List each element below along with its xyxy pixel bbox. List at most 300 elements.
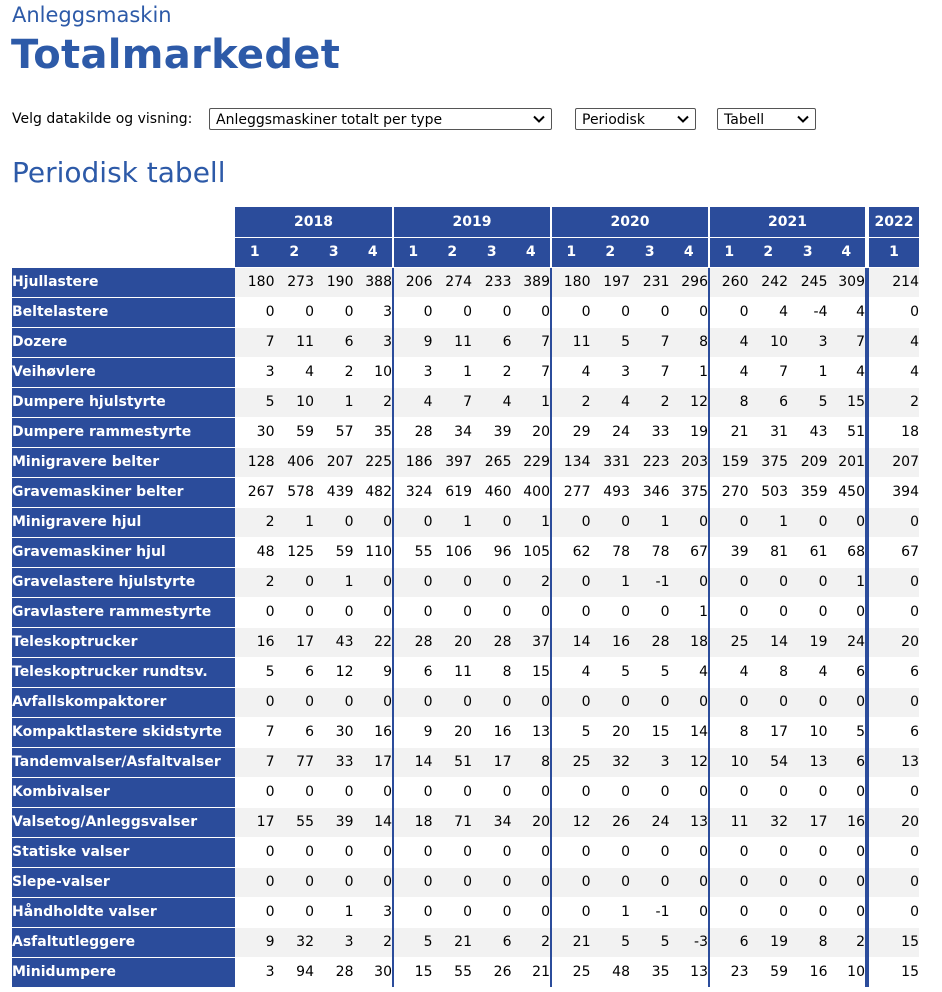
table-cell: 0 (630, 297, 670, 327)
table-cell: 28 (630, 627, 670, 657)
table-cell: 96 (472, 537, 512, 567)
table-cell: 0 (433, 687, 473, 717)
quarter-header: 2 (749, 237, 789, 267)
quarter-header: 1 (235, 237, 275, 267)
table-cell: 0 (709, 837, 749, 867)
table-cell: -1 (630, 567, 670, 597)
table-cell: 1 (670, 357, 710, 387)
table-row (12, 297, 919, 327)
table-cell: 7 (512, 327, 552, 357)
table-cell: 12 (551, 807, 591, 837)
table-cell: 0 (788, 897, 828, 927)
table-cell: -1 (630, 897, 670, 927)
table-cell: 0 (433, 897, 473, 927)
table-cell: 503 (749, 477, 789, 507)
table-cell: 26 (472, 957, 512, 987)
table-cell: 439 (314, 477, 354, 507)
table-cell: 20 (512, 807, 552, 837)
table-cell: 34 (472, 807, 512, 837)
table-cell: 59 (749, 957, 789, 987)
table-cell: 4 (551, 657, 591, 687)
table-cell: 4 (393, 387, 433, 417)
table-row (12, 357, 919, 387)
table-cell: 55 (275, 807, 315, 837)
table-cell: 125 (275, 537, 315, 567)
table-cell: 29 (551, 417, 591, 447)
table-cell: 0 (867, 297, 919, 327)
table-cell: 0 (354, 507, 394, 537)
row-label: Gravlastere rammestyrte (12, 597, 235, 627)
table-cell: 51 (828, 417, 868, 447)
table-row (12, 657, 919, 687)
table-cell: 55 (433, 957, 473, 987)
table-cell: 7 (630, 357, 670, 387)
table-row (12, 537, 919, 567)
table-cell: 1 (788, 357, 828, 387)
table-cell: 0 (235, 837, 275, 867)
table-cell: 17 (749, 717, 789, 747)
table-cell: 25 (709, 627, 749, 657)
table-cell: 35 (354, 417, 394, 447)
table-cell: 33 (630, 417, 670, 447)
table-cell: 28 (393, 417, 433, 447)
row-label: Dozere (12, 327, 235, 357)
table-cell: 1 (591, 897, 631, 927)
row-label: Gravemaskiner hjul (12, 537, 235, 567)
table-cell: 17 (472, 747, 512, 777)
table-cell: 6 (828, 747, 868, 777)
table-cell: 14 (670, 717, 710, 747)
table-cell: 0 (354, 567, 394, 597)
table-cell: 0 (393, 567, 433, 597)
table-cell: 0 (591, 687, 631, 717)
table-cell: 0 (512, 837, 552, 867)
table-cell: 0 (354, 867, 394, 897)
table-cell: 0 (788, 687, 828, 717)
table-cell: 67 (867, 537, 919, 567)
row-label: Gravemaskiner belter (12, 477, 235, 507)
table-cell: 1 (512, 507, 552, 537)
table-cell: 30 (314, 717, 354, 747)
row-label: Minigravere hjul (12, 507, 235, 537)
table-cell: 33 (314, 747, 354, 777)
table-row (12, 837, 919, 867)
table-cell: 16 (354, 717, 394, 747)
table-cell: 3 (354, 897, 394, 927)
table-cell: 0 (709, 567, 749, 597)
table-cell: 180 (235, 267, 275, 297)
table-cell: 0 (551, 507, 591, 537)
table-cell: 55 (393, 537, 433, 567)
table-cell: 5 (551, 717, 591, 747)
table-cell: 0 (670, 567, 710, 597)
row-label: Minigravere belter (12, 447, 235, 477)
table-cell: 0 (867, 837, 919, 867)
quarter-header: 1 (551, 237, 591, 267)
table-cell: 81 (749, 537, 789, 567)
table-cell: 0 (235, 687, 275, 717)
table-cell: 4 (709, 357, 749, 387)
table-cell: 34 (433, 417, 473, 447)
table-cell: 12 (670, 387, 710, 417)
table-cell: 17 (354, 747, 394, 777)
table-cell: 309 (828, 267, 868, 297)
table-cell: 324 (393, 477, 433, 507)
table-cell: 3 (235, 357, 275, 387)
table-cell: 0 (433, 777, 473, 807)
table-cell: 206 (393, 267, 433, 297)
table-cell: 5 (788, 387, 828, 417)
table-cell: 229 (512, 447, 552, 477)
table-cell: 8 (512, 747, 552, 777)
table-cell: 197 (591, 267, 631, 297)
table-cell: 0 (867, 597, 919, 627)
table-cell: 400 (512, 477, 552, 507)
row-label: Dumpere hjulstyrte (12, 387, 235, 417)
table-cell: 2 (630, 387, 670, 417)
table-cell: 5 (591, 327, 631, 357)
table-cell: 0 (591, 837, 631, 867)
table-cell: 0 (275, 867, 315, 897)
table-cell: 6 (393, 657, 433, 687)
table-cell: 5 (591, 657, 631, 687)
table-cell: 2 (354, 387, 394, 417)
table-cell: 106 (433, 537, 473, 567)
row-label: Tandemvalser/Asfaltvalser (12, 747, 235, 777)
quarter-header: 2 (275, 237, 315, 267)
table-cell: 37 (512, 627, 552, 657)
table-cell: 20 (433, 717, 473, 747)
table-cell: 460 (472, 477, 512, 507)
table-cell: 6 (867, 657, 919, 687)
table-cell: 19 (788, 627, 828, 657)
table-cell: 0 (828, 597, 868, 627)
table-cell: 7 (235, 717, 275, 747)
section-title: Periodisk tabell (12, 156, 226, 189)
table-cell: 10 (749, 327, 789, 357)
table-cell: -3 (670, 927, 710, 957)
quarter-header: 1 (709, 237, 749, 267)
table-cell: 30 (354, 957, 394, 987)
chevron-down-icon (677, 113, 689, 125)
table-cell: 0 (275, 777, 315, 807)
table-cell: 11 (709, 807, 749, 837)
table-cell: 7 (235, 327, 275, 357)
table-cell: 0 (867, 777, 919, 807)
table-cell: 265 (472, 447, 512, 477)
table-cell: 0 (867, 867, 919, 897)
table-cell: 0 (275, 897, 315, 927)
table-cell: 14 (749, 627, 789, 657)
table-cell: 2 (867, 387, 919, 417)
table-cell: 207 (867, 447, 919, 477)
page-title: Totalmarkedet (11, 32, 341, 78)
table-row (12, 597, 919, 627)
table-cell: 16 (828, 807, 868, 837)
table-cell: 214 (867, 267, 919, 297)
table-cell: 43 (314, 627, 354, 657)
table-cell: 0 (551, 867, 591, 897)
table-cell: 28 (393, 627, 433, 657)
table-cell: 2 (472, 357, 512, 387)
table-cell: 0 (512, 777, 552, 807)
table-cell: 406 (275, 447, 315, 477)
table-cell: 3 (591, 357, 631, 387)
table-cell: 15 (630, 717, 670, 747)
table-cell: 0 (670, 507, 710, 537)
table-cell: 207 (314, 447, 354, 477)
table-cell: 0 (749, 597, 789, 627)
table-cell: 242 (749, 267, 789, 297)
table-cell: 0 (433, 567, 473, 597)
table-cell: 0 (314, 597, 354, 627)
table-cell: 15 (512, 657, 552, 687)
table-row (12, 687, 919, 717)
table-cell: 4 (709, 657, 749, 687)
row-label: Beltelastere (12, 297, 235, 327)
table-cell: 267 (235, 477, 275, 507)
table-cell: 9 (393, 717, 433, 747)
table-row (12, 507, 919, 537)
table-cell: 0 (709, 597, 749, 627)
table-cell: 19 (749, 927, 789, 957)
table-cell: 11 (433, 657, 473, 687)
table-cell: 273 (275, 267, 315, 297)
table-cell: 17 (788, 807, 828, 837)
table-cell: 25 (551, 957, 591, 987)
table-cell: 375 (749, 447, 789, 477)
table-cell: 0 (235, 597, 275, 627)
table-cell: 346 (630, 477, 670, 507)
table-cell: 5 (235, 387, 275, 417)
row-label: Teleskoptrucker (12, 627, 235, 657)
table-cell: 1 (433, 357, 473, 387)
table-cell: 0 (472, 777, 512, 807)
table-cell: 3 (314, 927, 354, 957)
table-cell: 8 (709, 717, 749, 747)
table-cell: 0 (709, 777, 749, 807)
table-cell: 8 (709, 387, 749, 417)
table-cell: 186 (393, 447, 433, 477)
table-cell: 245 (788, 267, 828, 297)
table-cell: 0 (749, 837, 789, 867)
table-cell: 619 (433, 477, 473, 507)
table-cell: 6 (828, 657, 868, 687)
table-cell: 1 (749, 507, 789, 537)
quarter-header: 3 (630, 237, 670, 267)
table-cell: 13 (867, 747, 919, 777)
table-cell: 0 (393, 837, 433, 867)
table-cell: 4 (828, 357, 868, 387)
table-cell: 10 (828, 957, 868, 987)
table-cell: 105 (512, 537, 552, 567)
table-cell: 24 (630, 807, 670, 837)
table-cell: 39 (709, 537, 749, 567)
table-cell: 0 (670, 897, 710, 927)
table-cell: 78 (591, 537, 631, 567)
table-cell: 20 (512, 417, 552, 447)
view-select[interactable] (717, 108, 816, 130)
table-cell: 3 (630, 747, 670, 777)
table-cell: 15 (867, 957, 919, 987)
table-cell: 30 (235, 417, 275, 447)
table-cell: 21 (512, 957, 552, 987)
table-cell: 12 (670, 747, 710, 777)
table-cell: 3 (393, 357, 433, 387)
table-row (12, 777, 919, 807)
quarter-header: 3 (314, 237, 354, 267)
table-cell: 0 (867, 507, 919, 537)
table-cell: 0 (275, 567, 315, 597)
table-cell: 0 (670, 687, 710, 717)
table-cell: 43 (788, 417, 828, 447)
table-cell: 6 (275, 657, 315, 687)
row-label: Håndholdte valser (12, 897, 235, 927)
table-cell: 331 (591, 447, 631, 477)
table-cell: 13 (670, 807, 710, 837)
table-cell: 0 (393, 867, 433, 897)
table-cell: 0 (393, 897, 433, 927)
row-label: Veihøvlere (12, 357, 235, 387)
table-cell: 10 (354, 357, 394, 387)
table-row (12, 447, 919, 477)
table-cell: 1 (828, 567, 868, 597)
table-cell: 7 (512, 357, 552, 387)
corner-blank (12, 207, 235, 237)
table-cell: 8 (749, 657, 789, 687)
table-cell: 61 (788, 537, 828, 567)
table-cell: 482 (354, 477, 394, 507)
table-cell: 39 (314, 807, 354, 837)
table-cell: 0 (275, 597, 315, 627)
table-cell: 20 (867, 627, 919, 657)
table-cell: 4 (709, 327, 749, 357)
table-cell: 14 (551, 627, 591, 657)
table-cell: 134 (551, 447, 591, 477)
table-cell: 3 (354, 327, 394, 357)
view-select-value: Tabell (724, 112, 765, 128)
table-cell: 0 (551, 837, 591, 867)
table-cell: 7 (433, 387, 473, 417)
table-cell: 0 (512, 897, 552, 927)
table-cell: 0 (512, 867, 552, 897)
period-select[interactable] (575, 108, 696, 130)
table-cell: 7 (630, 327, 670, 357)
table-cell: 0 (354, 837, 394, 867)
table-cell: 10 (709, 747, 749, 777)
table-cell: 5 (393, 927, 433, 957)
quarter-header: 1 (867, 237, 919, 267)
table-cell: 9 (354, 657, 394, 687)
table-cell: 7 (828, 327, 868, 357)
table-cell: 0 (670, 867, 710, 897)
table-cell: 0 (472, 507, 512, 537)
year-header: 2019 (393, 207, 551, 237)
table-cell: 296 (670, 267, 710, 297)
quarter-header: 3 (472, 237, 512, 267)
table-cell: 0 (630, 867, 670, 897)
table-cell: 274 (433, 267, 473, 297)
table-cell: 0 (433, 837, 473, 867)
table-cell: 0 (749, 897, 789, 927)
table-cell: 16 (472, 717, 512, 747)
table-cell: 0 (551, 687, 591, 717)
table-cell: 0 (472, 597, 512, 627)
table-cell: 32 (591, 747, 631, 777)
row-label: Avfallskompaktorer (12, 687, 235, 717)
table-cell: 13 (670, 957, 710, 987)
table-cell: 0 (393, 777, 433, 807)
year-header: 2018 (235, 207, 393, 237)
year-header: 2020 (551, 207, 709, 237)
table-cell: 0 (749, 867, 789, 897)
table-cell: 0 (314, 687, 354, 717)
table-cell: 1 (433, 507, 473, 537)
table-cell: 59 (314, 537, 354, 567)
table-cell: 231 (630, 267, 670, 297)
table-cell: 0 (630, 777, 670, 807)
table-cell: 0 (788, 597, 828, 627)
table-cell: 48 (591, 957, 631, 987)
row-label: Minidumpere (12, 957, 235, 987)
table-cell: 128 (235, 447, 275, 477)
table-cell: 277 (551, 477, 591, 507)
table-cell: 18 (670, 627, 710, 657)
table-cell: 0 (314, 837, 354, 867)
table-cell: 0 (472, 687, 512, 717)
table-cell: 4 (551, 357, 591, 387)
table-cell: 0 (788, 867, 828, 897)
table-cell: 13 (512, 717, 552, 747)
table-cell: 0 (314, 867, 354, 897)
table-cell: 4 (749, 297, 789, 327)
table-row (12, 477, 919, 507)
table-cell: 0 (551, 597, 591, 627)
row-label: Gravelastere hjulstyrte (12, 567, 235, 597)
quarter-header: 4 (670, 237, 710, 267)
table-cell: 19 (670, 417, 710, 447)
source-select[interactable] (209, 108, 552, 130)
table-cell: 0 (512, 597, 552, 627)
year-header: 2021 (709, 207, 867, 237)
table-cell: 0 (867, 687, 919, 717)
table-cell: 1 (314, 387, 354, 417)
table-cell: 0 (630, 597, 670, 627)
table-cell: 0 (472, 897, 512, 927)
table-cell: 0 (709, 507, 749, 537)
quarter-header: 4 (512, 237, 552, 267)
row-label: Kombivalser (12, 777, 235, 807)
table-cell: 203 (670, 447, 710, 477)
table-cell: 2 (551, 387, 591, 417)
table-cell: 67 (670, 537, 710, 567)
table-cell: 21 (433, 927, 473, 957)
table-row (12, 267, 919, 297)
table-cell: 0 (867, 897, 919, 927)
table-cell: 4 (828, 297, 868, 327)
table-cell: 18 (867, 417, 919, 447)
table-cell: 260 (709, 267, 749, 297)
table-cell: 209 (788, 447, 828, 477)
table-cell: 2 (828, 927, 868, 957)
table-cell: 12 (314, 657, 354, 687)
table-cell: 0 (235, 777, 275, 807)
table-cell: 0 (828, 507, 868, 537)
table-row (12, 807, 919, 837)
table-cell: 0 (393, 507, 433, 537)
table-cell: 0 (867, 567, 919, 597)
table-cell: 0 (591, 597, 631, 627)
